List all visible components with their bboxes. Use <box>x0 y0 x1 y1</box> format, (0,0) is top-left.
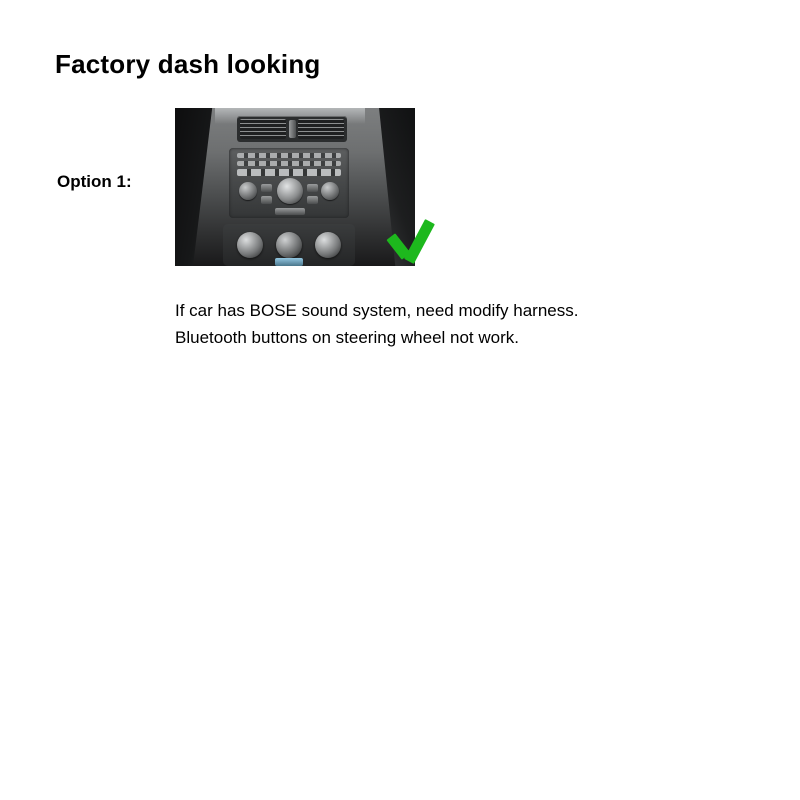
head-unit-display <box>237 169 341 176</box>
dash-photo-background <box>175 108 415 266</box>
factory-head-unit <box>229 148 349 218</box>
note-block <box>175 297 735 351</box>
vent-louvers-right <box>298 119 344 139</box>
head-unit-button-3 <box>307 184 318 192</box>
climate-knob-fan <box>315 232 341 258</box>
climate-knob-mode <box>276 232 302 258</box>
head-unit-button-2 <box>261 196 272 204</box>
page-title: Factory dash looking <box>55 49 321 79</box>
head-unit-button-4 <box>307 196 318 204</box>
factory-dash-photo <box>175 108 415 266</box>
head-unit-button-5 <box>275 208 305 215</box>
door-pillar-right <box>357 108 415 266</box>
vent-adjust-knob <box>289 120 296 138</box>
climate-display <box>275 258 303 266</box>
head-unit-button-row-1 <box>237 153 341 158</box>
climate-knob-temperature <box>237 232 263 258</box>
head-unit-knob-right <box>321 182 339 200</box>
head-unit-button-row-2 <box>237 161 341 166</box>
head-unit-knob-left <box>239 182 257 200</box>
climate-control-panel <box>223 224 355 266</box>
option-label: Option 1: <box>57 172 132 191</box>
vent-louvers-left <box>240 119 286 139</box>
center-air-vent <box>237 116 347 142</box>
head-unit-knob-center <box>277 178 303 204</box>
note-line-1: If car has BOSE sound system, need modify harness. <box>175 301 579 320</box>
note-line-2: Bluetooth buttons on steering wheel not work. <box>175 328 519 347</box>
head-unit-button-1 <box>261 184 272 192</box>
